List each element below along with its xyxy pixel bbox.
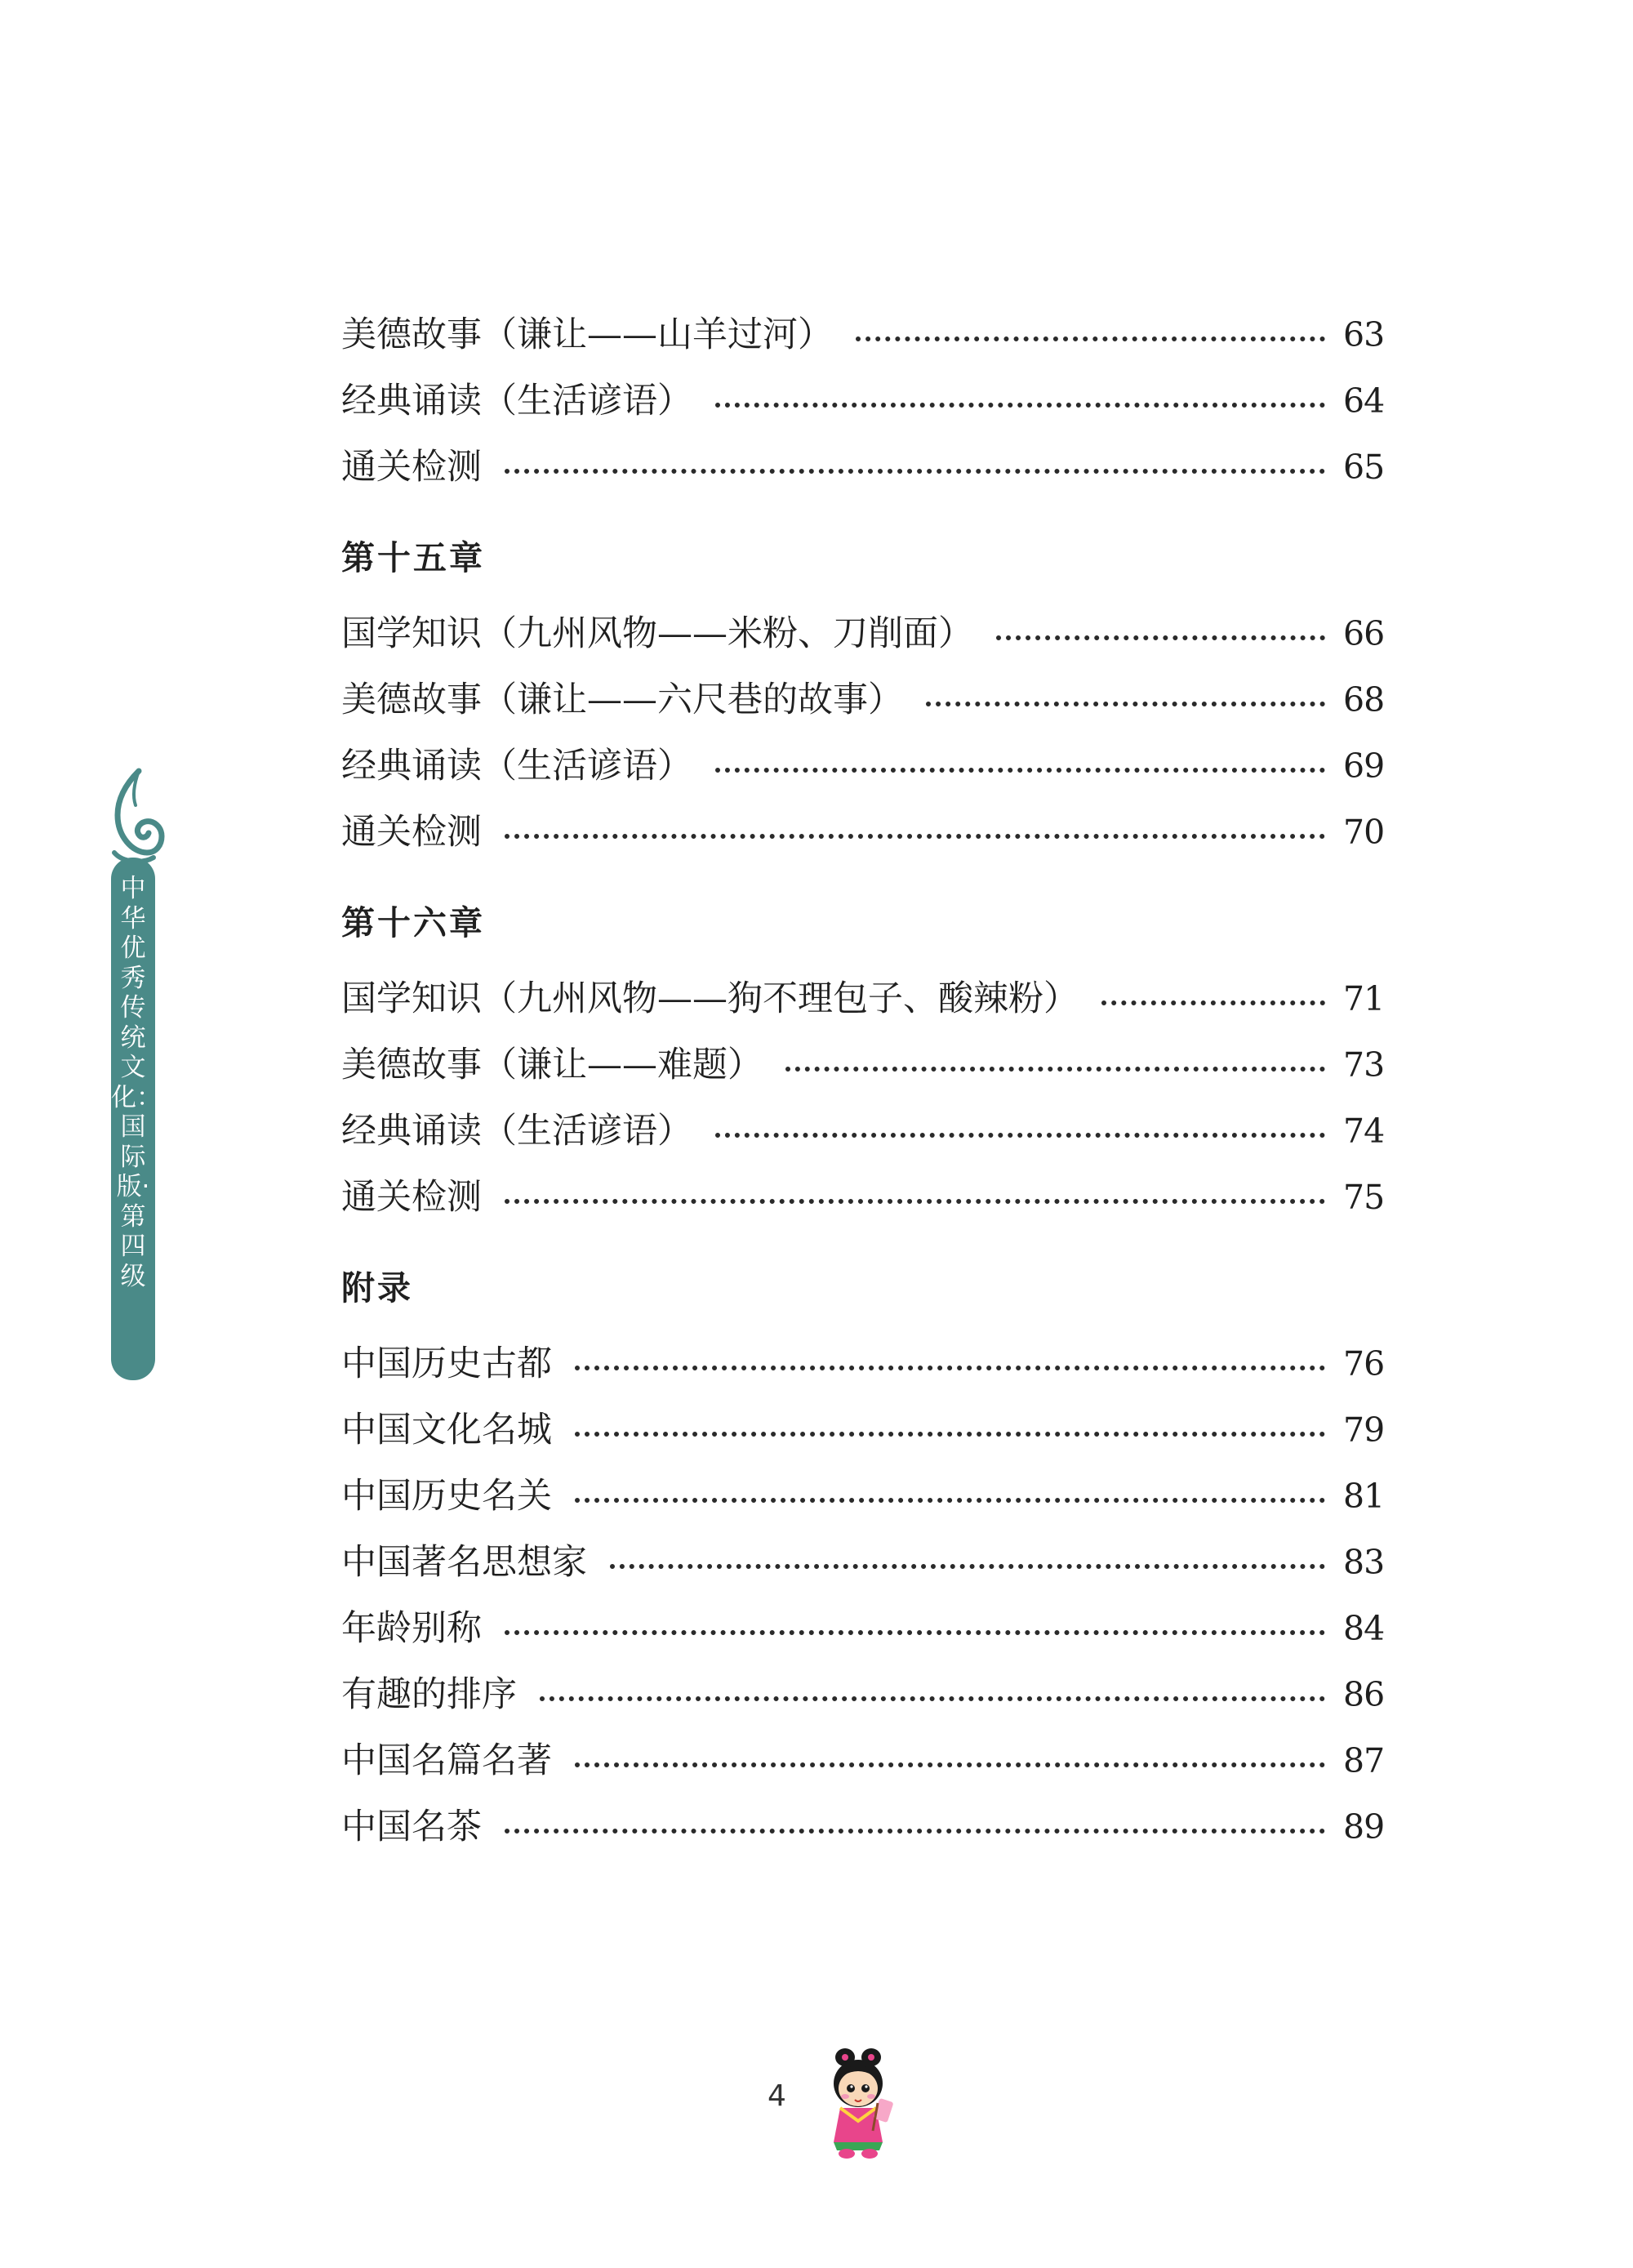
toc-entry-page: 68 [1343, 680, 1385, 720]
toc-entry[interactable] [341, 1032, 1385, 1098]
toc-entry[interactable] [341, 733, 1385, 800]
book-title-vertical: 中华优秀传统文化：国际版·第四级 [111, 874, 162, 1291]
dot-leader [575, 1432, 1325, 1437]
toc-entry-page: 89 [1343, 1807, 1385, 1847]
toc-entry-page: 75 [1343, 1178, 1385, 1217]
toc-entry-title: 通关检测 [341, 812, 482, 853]
toc-entry-title: 中国名茶 [341, 1807, 482, 1847]
dot-leader [575, 1762, 1325, 1767]
toc-entry[interactable] [341, 601, 1385, 667]
toc-entry-title: 美德故事（谦让——六尺巷的故事） [341, 680, 903, 720]
toc-entry-title: 经典诵读（生活谚语） [341, 1111, 692, 1152]
toc-entry-page: 79 [1343, 1410, 1385, 1450]
toc-entry-page: 83 [1343, 1543, 1385, 1582]
dot-leader [996, 635, 1325, 640]
toc-entry-page: 63 [1343, 315, 1385, 354]
toc-entry-title: 美德故事（谦让——山羊过河） [341, 314, 833, 355]
toc-entry-title: 有趣的排序 [341, 1674, 517, 1715]
dot-leader [575, 1366, 1325, 1370]
chapter-heading: 附录 [341, 1268, 413, 1308]
toc-entry[interactable] [341, 1165, 1385, 1231]
toc-entry-title: 美德故事（谦让——难题） [341, 1045, 763, 1085]
toc-entry-page: 74 [1343, 1112, 1385, 1151]
toc-entry-page: 73 [1343, 1045, 1385, 1085]
page-number: 4 [768, 2079, 786, 2113]
toc-entry[interactable] [341, 302, 1385, 368]
dot-leader [540, 1696, 1325, 1701]
chapter-heading: 第十五章 [341, 538, 485, 577]
toc-entry[interactable] [341, 1794, 1385, 1860]
toc-entry-page: 71 [1343, 979, 1385, 1018]
toc-entry-title: 通关检测 [341, 1177, 482, 1218]
toc-entry[interactable] [341, 1397, 1385, 1464]
toc-entry-title: 中国历史名关 [341, 1476, 552, 1517]
toc-entry[interactable] [341, 1098, 1385, 1165]
toc-entry-title: 中国著名思想家 [341, 1542, 587, 1583]
toc-entry-page: 76 [1343, 1344, 1385, 1384]
toc-entry[interactable] [341, 368, 1385, 434]
cloud-swirl-icon [103, 768, 165, 866]
toc-entry-page: 81 [1343, 1477, 1385, 1516]
dot-leader [505, 834, 1325, 839]
toc-entry[interactable] [341, 434, 1385, 501]
toc-entry-title: 中国名篇名著 [341, 1740, 552, 1781]
toc-entry[interactable] [341, 1728, 1385, 1794]
toc-entry-page: 66 [1343, 614, 1385, 653]
toc-entry-page: 69 [1343, 746, 1385, 786]
toc-entry-title: 国学知识（九州风物——米粉、刀削面） [341, 613, 973, 654]
toc-entry-page: 64 [1343, 381, 1385, 421]
toc-entry[interactable] [341, 1596, 1385, 1662]
toc-entry-title: 通关检测 [341, 447, 482, 488]
dot-leader [610, 1564, 1325, 1569]
dot-leader [505, 1829, 1325, 1834]
toc-entry-title: 经典诵读（生活谚语） [341, 381, 692, 421]
dot-leader [505, 1199, 1325, 1204]
toc-entry-title: 年龄别称 [341, 1608, 482, 1649]
toc-entry[interactable] [341, 1662, 1385, 1728]
dot-leader [505, 469, 1325, 474]
girl-mascot-icon [812, 2046, 902, 2160]
table-of-contents [341, 302, 1385, 1860]
dot-leader [715, 768, 1325, 773]
toc-entry[interactable] [341, 966, 1385, 1032]
toc-entry-page: 87 [1343, 1741, 1385, 1780]
toc-entry-title: 经典诵读（生活谚语） [341, 746, 692, 786]
dot-leader [575, 1498, 1325, 1503]
dot-leader [715, 1133, 1325, 1138]
toc-entry-page: 84 [1343, 1609, 1385, 1648]
chapter-heading: 第十六章 [341, 903, 485, 942]
toc-entry[interactable] [341, 667, 1385, 733]
toc-entry[interactable] [341, 800, 1385, 866]
dot-leader [926, 702, 1325, 706]
toc-entry-title: 中国文化名城 [341, 1410, 552, 1450]
toc-entry[interactable] [341, 1464, 1385, 1530]
dot-leader [505, 1630, 1325, 1635]
book-title-side-tab [111, 858, 162, 1380]
toc-entry[interactable] [341, 1530, 1385, 1596]
dot-leader [1101, 1000, 1325, 1005]
dot-leader [715, 403, 1325, 408]
dot-leader [856, 336, 1325, 341]
toc-entry-page: 65 [1343, 448, 1385, 487]
toc-entry[interactable] [341, 1331, 1385, 1397]
toc-entry-title: 中国历史古都 [341, 1343, 552, 1384]
toc-entry-title: 国学知识（九州风物——狗不理包子、酸辣粉） [341, 978, 1079, 1019]
toc-entry-page: 70 [1343, 813, 1385, 852]
toc-entry-page: 86 [1343, 1675, 1385, 1714]
dot-leader [785, 1067, 1325, 1072]
